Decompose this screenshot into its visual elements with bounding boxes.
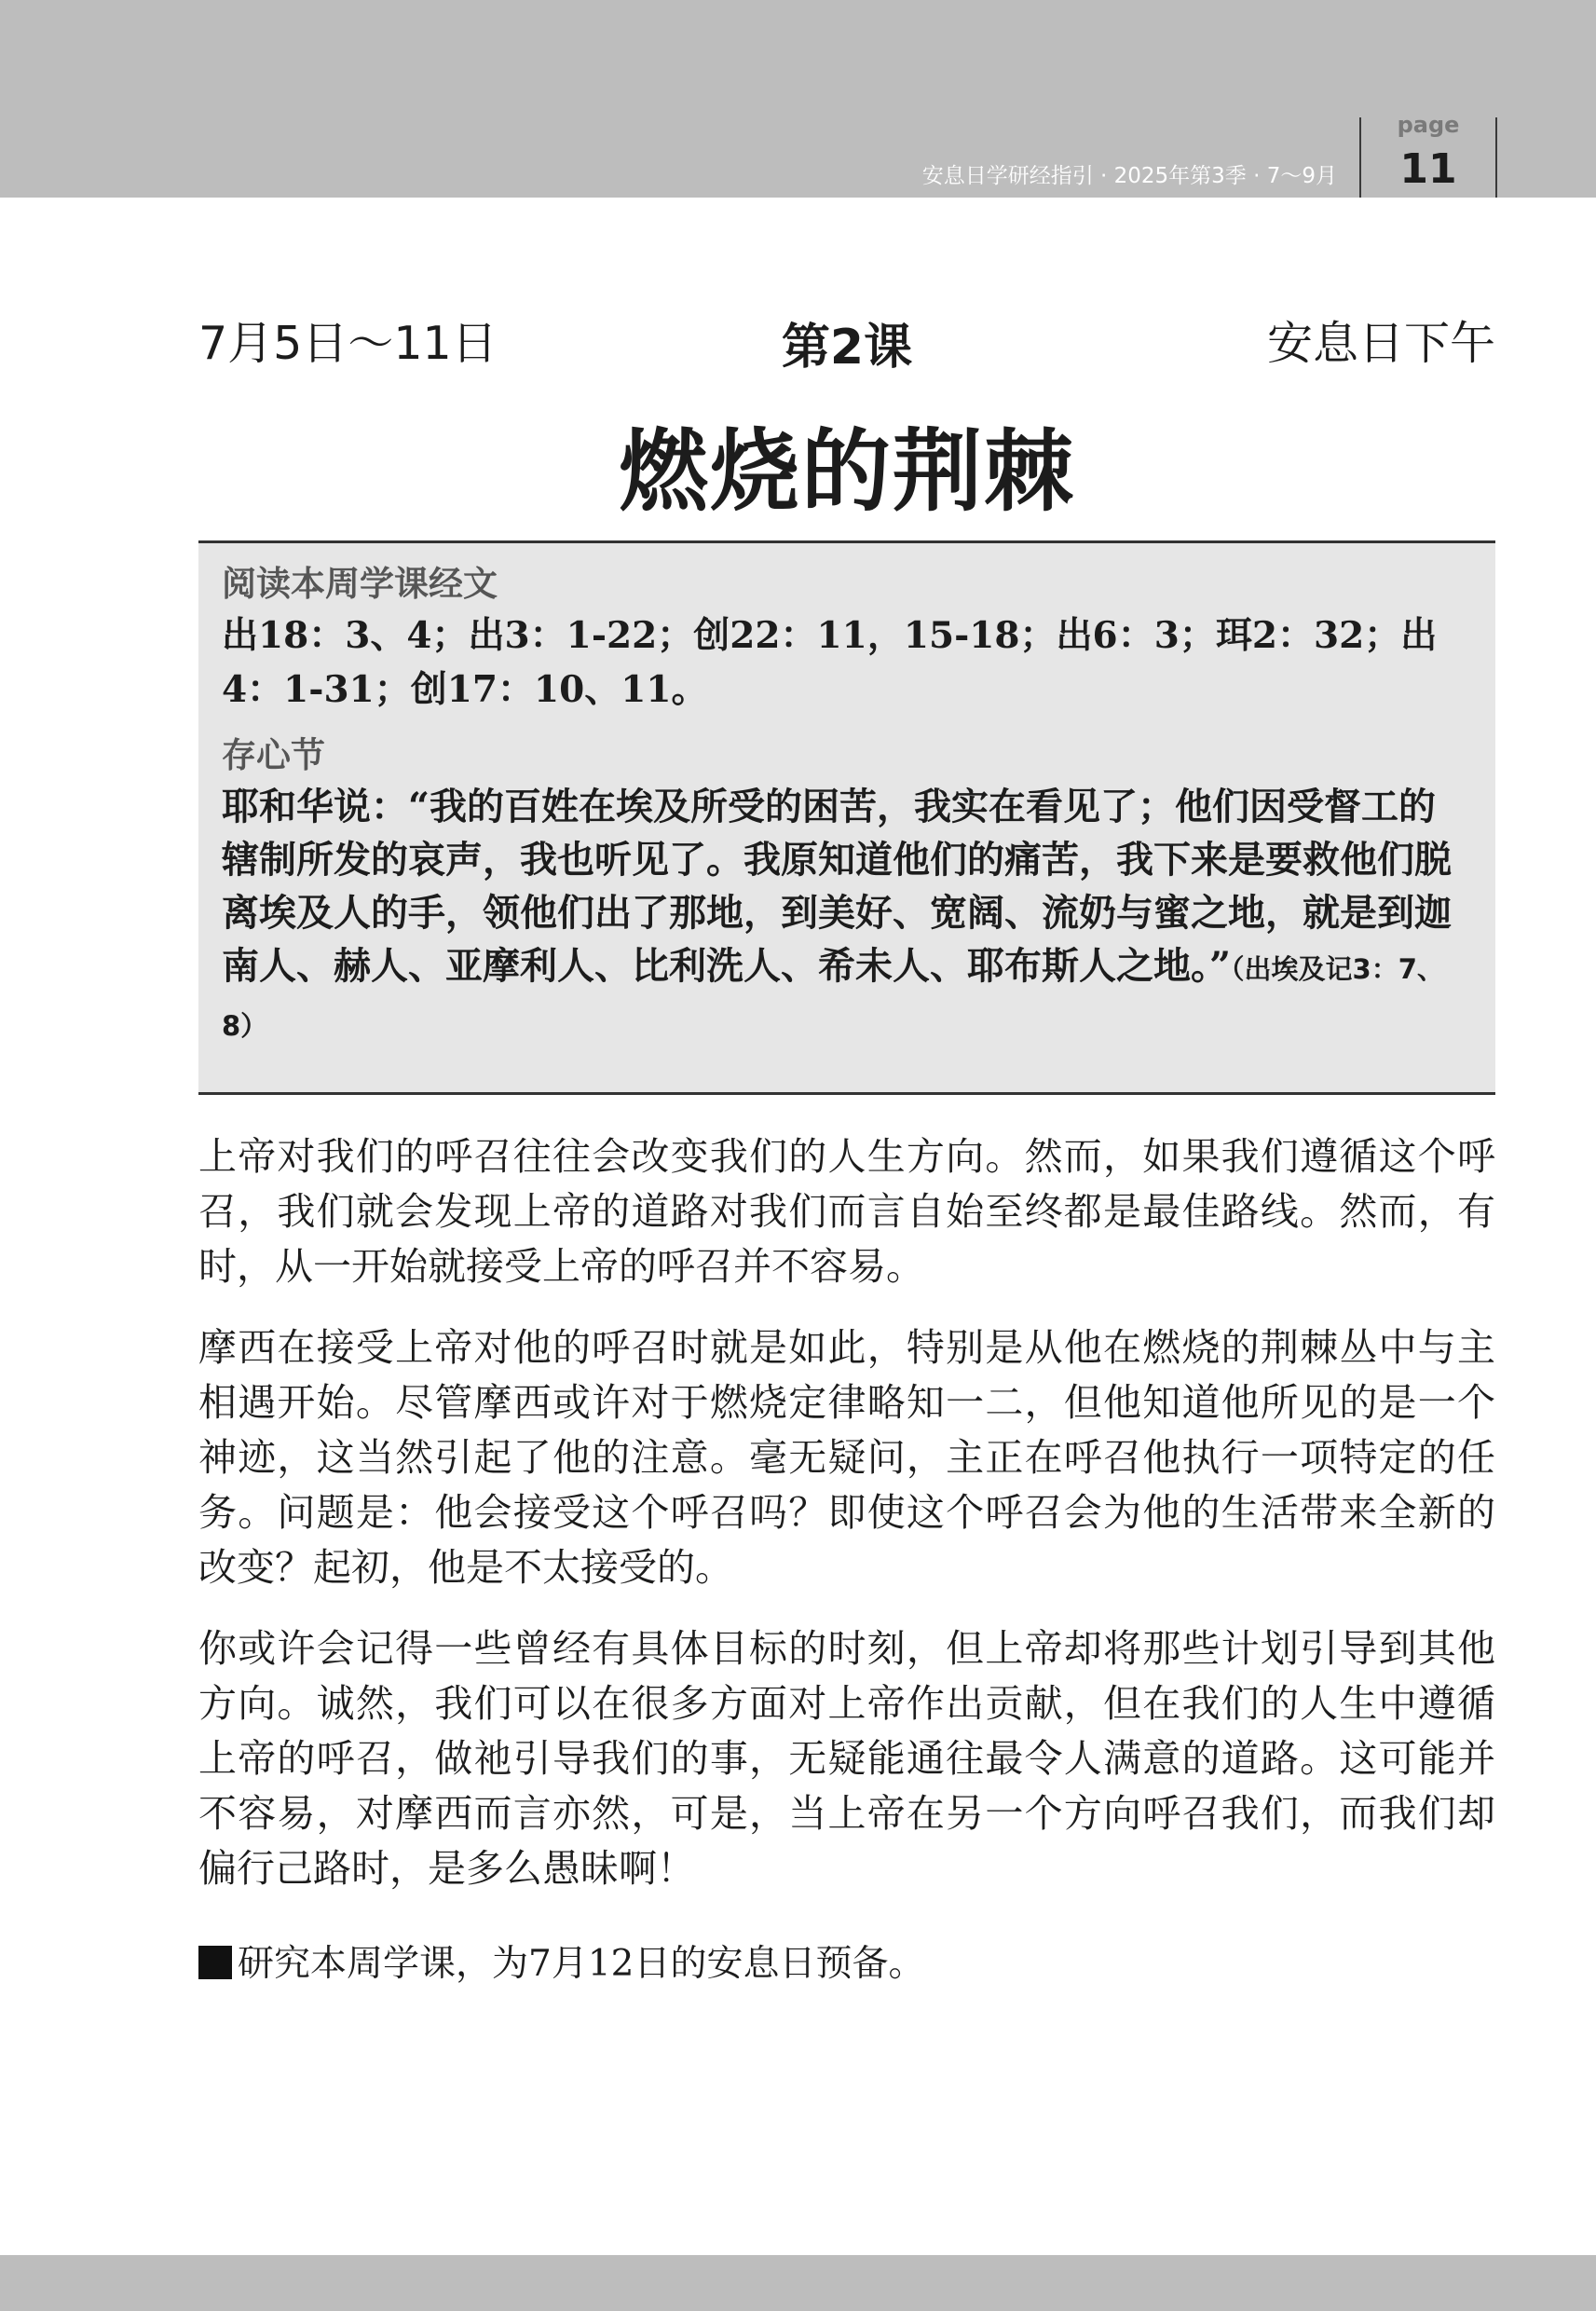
lesson-header-row [198,308,1495,376]
square-bullet-icon [198,1946,232,1979]
lesson-number: 第2课 [781,320,913,376]
memory-verse-text: 耶和华说：“我的百姓在埃及所受的困苦，我实在看见了；他们因受督工的辖制所发的哀声，我也听见了。我原知道他们的痛苦，我下来是要救他们脱离埃及人的手，领他们出了那地，到美好、宽阔、流奶与蜜之地，就是到迦南人、赫人、亚摩利人、比利洗人、希未人、耶布斯人之地。” [222,785,1452,988]
study-note-text: 研究本周学课，为7月12日的安息日预备。 [238,1943,925,1985]
memory-verse-label: 存心节 [222,735,325,775]
body-paragraph: 上帝对我们的呼召往往会改变我们的人生方向。然而，如果我们遵循这个呼召，我们就会发现上帝的道路对我们而言自始至终都是最佳路线。然而，有时，从一开始就接受上帝的呼召并不容易。 [198,1134,1495,1289]
reading-scripture: 出18：3、4；出3：1-22；创22：11，15-18；出6：3；珥2：32；出4：1-31；创17：10、11。 [222,614,1438,711]
lesson-date-range: 7月5日～11日 [198,317,498,370]
body-paragraph: 摩西在接受上帝对他的呼召时就是如此，特别是从他在燃烧的荆棘丛中与主相遇开始。尽管摩西或许对于燃烧定律略知一二，但他知道他所见的是一个神迹，这当然引起了他的注意。毫无疑问，主正在呼召他执行一项特定的任务。问题是：他会接受这个呼召吗？即使这个呼召会为他的生活带来全新的改变？起初，他是不太接受的。 [198,1325,1495,1590]
page-box-rule-right [1495,117,1497,198]
study-note [198,1938,1495,1990]
lesson-day: 安息日下午 [1266,317,1495,370]
page-number: 11 [1399,145,1457,193]
footer-band [0,2255,1596,2311]
reading-label: 阅读本周学课经文 [222,564,498,604]
memory-verse [222,780,1472,1053]
body-paragraph: 你或许会记得一些曾经有具体目标的时刻，但上帝却将那些计划引导到其他方向。诚然，我们可以在很多方面对上帝作出贡献，但在我们的人生中遵循上帝的呼召，做祂引导我们的事，无疑能通往最令人满意的道路。这可能并不容易，对摩西而言亦然，可是，当上帝在另一个方向呼召我们，而我们却偏行己路时，是多么愚昧啊！ [198,1626,1495,1891]
lesson-title: 燃烧的荆棘 [619,418,1075,524]
running-header: 安息日学研经指引 · 2025年第3季 · 7～9月 [921,164,1337,188]
memory-verse-reference: （出埃及记3：7、8） [222,953,1444,1042]
page-label: page [1397,112,1460,138]
reading-box [198,540,1495,1095]
body-text [198,1129,1495,1922]
header-band [0,0,1596,198]
